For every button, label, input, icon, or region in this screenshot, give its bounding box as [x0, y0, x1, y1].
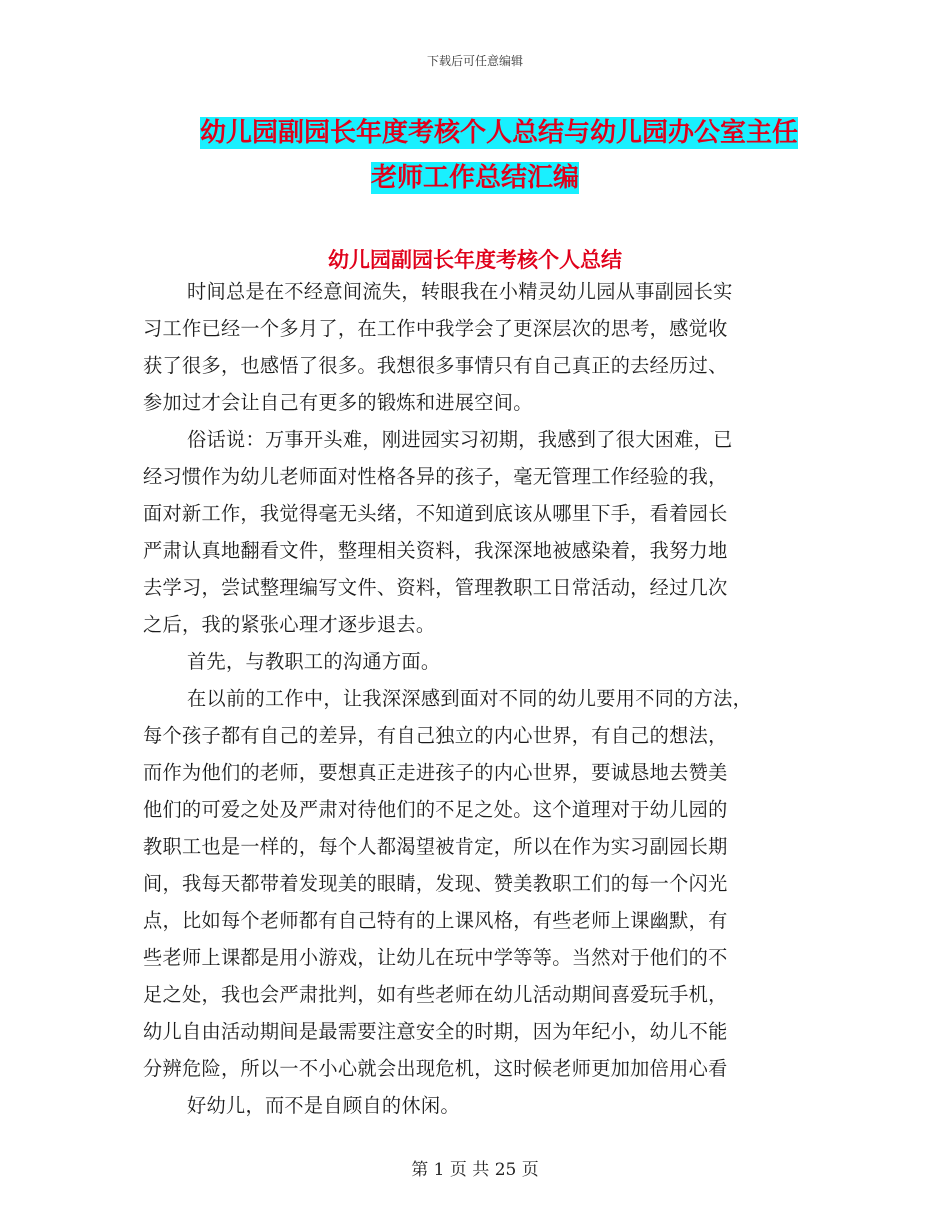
body-line: 去学习，尝试整理编写文件、资料，管理教职工日常活动，经过几次 [143, 576, 728, 599]
body-line: 幼儿自由活动期间是最需要注意安全的时期，因为年纪小，幼儿不能 [143, 1020, 728, 1043]
body-line: 面对新工作，我觉得毫无头绪，不知道到底该从哪里下手，看着园长 [143, 502, 728, 525]
body-line: 参加过才会让自己有更多的锻炼和进展空间。 [143, 391, 533, 414]
page-footer: 第 1 页 共 25 页 [411, 1160, 539, 1180]
body-line: 好幼儿，而不是自顾自的休闲。 [187, 1094, 460, 1117]
body-line: 时间总是在不经意间流失，转眼我在小精灵幼儿园从事副园长实 [187, 280, 733, 303]
body-line: 每个孩子都有自己的差异，有自己独立的内心世界，有自己的想法， [143, 724, 728, 747]
body-line: 分辨危险，所以一不小心就会出现危机，这时候老师更加加倍用心看 [143, 1057, 728, 1080]
body-line: 首先，与教职工的沟通方面。 [187, 650, 441, 673]
body-line: 获了很多，也感悟了很多。我想很多事情只有自己真正的去经历过、 [143, 354, 728, 377]
document-title-line-1: 幼儿园副园长年度考核个人总结与幼儿园办公室主任 [199, 118, 798, 148]
body-line: 点，比如每个老师都有自己特有的上课风格，有些老师上课幽默，有 [143, 909, 728, 932]
body-line: 之后，我的紧张心理才逐步退去。 [143, 613, 436, 636]
document-title-line-2: 老师工作总结汇编 [370, 163, 579, 193]
body-line: 足之处，我也会严肃批判，如有些老师在幼儿活动期间喜爱玩手机， [143, 983, 728, 1006]
header-note: 下载后可任意编辑 [426, 54, 523, 68]
body-line: 俗话说：万事开头难，刚进园实习初期，我感到了很大困难，已 [187, 428, 733, 451]
body-line: 经习惯作为幼儿老师面对性格各异的孩子，毫无管理工作经验的我， [143, 465, 728, 488]
body-line: 他们的可爱之处及严肃对待他们的不足之处。这个道理对于幼儿园的 [143, 798, 728, 821]
body-line: 教职工也是一样的，每个人都渴望被肯定，所以在作为实习副园长期 [143, 835, 728, 858]
body-line: 在以前的工作中，让我深深感到面对不同的幼儿要用不同的方法， [187, 687, 753, 710]
body-line: 间，我每天都带着发现美的眼睛，发现、赞美教职工们的每一个闪光 [143, 872, 728, 895]
body-line: 些老师上课都是用小游戏，让幼儿在玩中学等等。当然对于他们的不 [143, 946, 728, 969]
body-line: 严肃认真地翻看文件，整理相关资料，我深深地被感染着，我努力地 [143, 539, 728, 562]
section-title: 幼儿园副园长年度考核个人总结 [328, 248, 622, 272]
body-line: 而作为他们的老师，要想真正走进孩子的内心世界，要诚恳地去赞美 [143, 761, 728, 784]
body-line: 习工作已经一个多月了，在工作中我学会了更深层次的思考，感觉收 [143, 317, 728, 340]
